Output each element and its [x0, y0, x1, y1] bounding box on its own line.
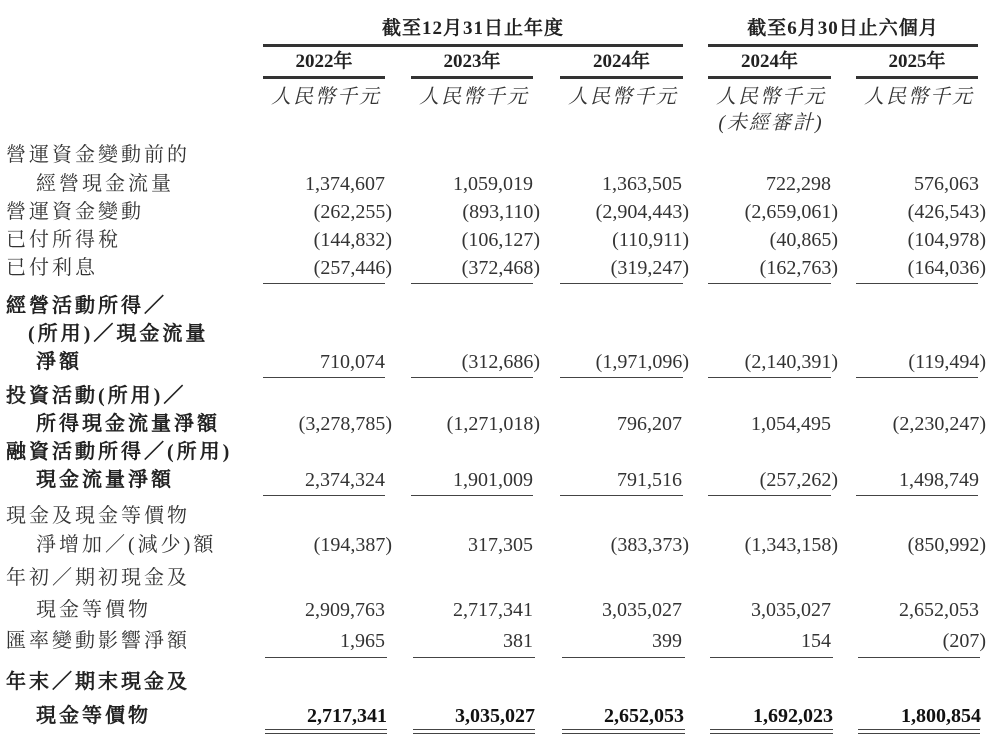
subtotal-rule	[263, 495, 385, 496]
subtotal-rule	[560, 495, 683, 496]
cell-value: (119,494)	[908, 351, 986, 373]
row-label: 經營現金流量	[36, 173, 174, 195]
column-header-2023: 2023年	[411, 48, 533, 79]
column-header-2024-interim: 2024年	[708, 48, 831, 79]
cell-value: (2,659,061)	[744, 201, 838, 223]
row-label: 營運資金變動前的	[6, 144, 190, 166]
cell-value: 2,374,324	[305, 469, 385, 491]
subtotal-rule	[856, 495, 978, 496]
cell-value: 154	[801, 630, 831, 652]
cell-value: (262,255)	[313, 201, 392, 223]
total-double-rule	[413, 729, 535, 734]
subtotal-rule	[413, 657, 535, 658]
cell-value: (3,278,785)	[298, 413, 392, 435]
cell-value: (850,992)	[907, 534, 986, 556]
total-value: 1,692,023	[753, 705, 833, 727]
unit-label: 人民幣千元	[271, 86, 381, 108]
cell-value: 1,363,505	[602, 173, 682, 195]
total-value: 2,717,341	[307, 705, 387, 727]
row-label: 經營活動所得／	[6, 295, 167, 317]
cell-value: (164,036)	[907, 257, 986, 279]
subtotal-rule	[858, 657, 980, 658]
total-double-rule	[562, 729, 685, 734]
subtotal-rule	[411, 377, 533, 378]
subtotal-rule	[856, 283, 978, 284]
row-label: (所用)／現金流量	[28, 323, 209, 345]
cell-value: (1,271,018)	[446, 413, 540, 435]
total-value: 3,035,027	[455, 705, 535, 727]
cell-value: 710,074	[320, 351, 385, 373]
unit-label: 人民幣千元	[716, 86, 826, 108]
row-label: 投資活動(所用)／	[6, 385, 187, 407]
cell-value: 2,717,341	[453, 599, 533, 621]
row-label: 現金流量淨額	[36, 469, 174, 491]
column-header-2024: 2024年	[560, 48, 683, 79]
subtotal-rule	[411, 495, 533, 496]
cell-value: 1,059,019	[453, 173, 533, 195]
cell-value: 3,035,027	[751, 599, 831, 621]
cell-value: (312,686)	[461, 351, 540, 373]
cell-value: 3,035,027	[602, 599, 682, 621]
cell-value: (110,911)	[612, 229, 689, 251]
subtotal-rule	[263, 283, 385, 284]
subtotal-rule	[560, 377, 683, 378]
subtotal-rule	[708, 283, 831, 284]
subtotal-rule	[411, 283, 533, 284]
cell-value: 381	[503, 630, 533, 652]
cell-value: (2,230,247)	[892, 413, 986, 435]
row-label: 匯率變動影響淨額	[6, 630, 190, 652]
cell-value: 1,374,607	[305, 173, 385, 195]
cell-value: 576,063	[914, 173, 979, 195]
subtotal-rule	[856, 377, 978, 378]
cell-value: (257,446)	[313, 257, 392, 279]
row-label: 年末／期末現金及	[6, 671, 190, 693]
row-label: 已付利息	[6, 257, 98, 279]
cell-value: 1,498,749	[899, 469, 979, 491]
row-label: 營運資金變動	[6, 201, 144, 223]
period-header-annual: 截至12月31日止年度	[263, 14, 683, 47]
unit-label: 人民幣千元	[419, 86, 529, 108]
cell-value: 317,305	[468, 534, 533, 556]
total-value: 1,800,854	[901, 705, 981, 727]
subtotal-rule	[560, 283, 683, 284]
cell-value: (40,865)	[769, 229, 838, 251]
cell-value: 796,207	[617, 413, 682, 435]
cell-value: 2,909,763	[305, 599, 385, 621]
row-label: 年初／期初現金及	[6, 567, 190, 589]
total-double-rule	[265, 729, 387, 734]
cell-value: (319,247)	[610, 257, 689, 279]
unit-label: 人民幣千元	[864, 86, 974, 108]
unaudited-note: (未經審計)	[718, 112, 824, 134]
cell-value: (2,140,391)	[744, 351, 838, 373]
cell-value: (257,262)	[759, 469, 838, 491]
column-header-2022: 2022年	[263, 48, 385, 79]
subtotal-rule	[708, 377, 831, 378]
row-label: 現金等價物	[36, 599, 151, 621]
cell-value: (104,978)	[907, 229, 986, 251]
cell-value: (1,971,096)	[595, 351, 689, 373]
cell-value: 2,652,053	[899, 599, 979, 621]
cell-value: 791,516	[617, 469, 682, 491]
cell-value: 1,965	[340, 630, 385, 652]
cell-value: 722,298	[766, 173, 831, 195]
row-label: 現金等價物	[36, 705, 151, 727]
subtotal-rule	[708, 495, 831, 496]
subtotal-rule	[710, 657, 833, 658]
row-label: 淨增加／(減少)額	[36, 534, 217, 556]
cell-value: (2,904,443)	[595, 201, 689, 223]
unit-label: 人民幣千元	[568, 86, 678, 108]
period-header-six-months: 截至6月30日止六個月	[708, 14, 978, 47]
row-label: 融資活動所得／(所用)	[6, 441, 233, 463]
cell-value: (426,543)	[907, 201, 986, 223]
cell-value: (207)	[942, 630, 986, 652]
cell-value: (893,110)	[462, 201, 540, 223]
row-label: 已付所得稅	[6, 229, 121, 251]
total-value: 2,652,053	[604, 705, 684, 727]
cell-value: (106,127)	[461, 229, 540, 251]
cell-value: (194,387)	[313, 534, 392, 556]
cell-value: (1,343,158)	[744, 534, 838, 556]
cell-value: 399	[652, 630, 682, 652]
cell-value: (383,373)	[610, 534, 689, 556]
cell-value: 1,901,009	[453, 469, 533, 491]
cell-value: (162,763)	[759, 257, 838, 279]
subtotal-rule	[562, 657, 685, 658]
row-label: 所得現金流量淨額	[36, 413, 220, 435]
subtotal-rule	[265, 657, 387, 658]
cell-value: 1,054,495	[751, 413, 831, 435]
cell-value: (144,832)	[313, 229, 392, 251]
column-header-2025-interim: 2025年	[856, 48, 978, 79]
total-double-rule	[858, 729, 980, 734]
subtotal-rule	[263, 377, 385, 378]
row-label: 淨額	[36, 351, 82, 373]
cell-value: (372,468)	[461, 257, 540, 279]
total-double-rule	[710, 729, 833, 734]
row-label: 現金及現金等價物	[6, 505, 190, 527]
